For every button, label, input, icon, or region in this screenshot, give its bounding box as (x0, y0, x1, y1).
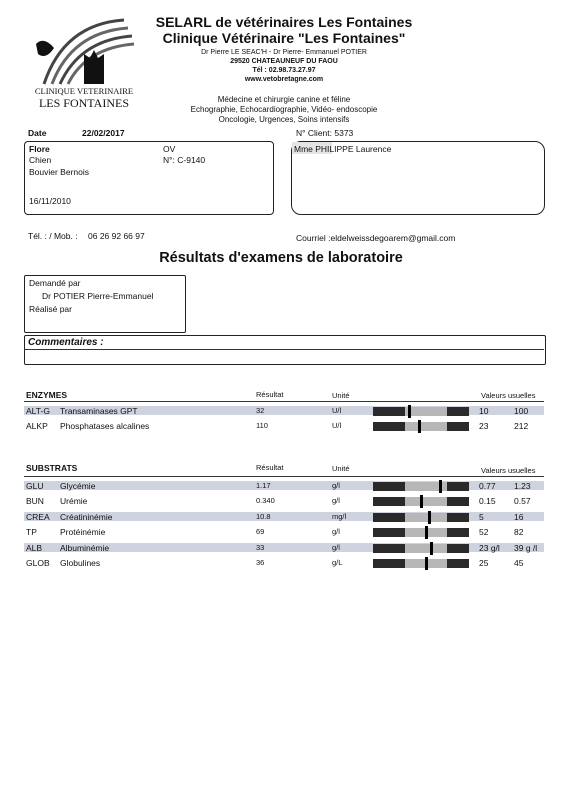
patient-breed: Bouvier Bernois (29, 167, 90, 177)
result-row (24, 419, 544, 432)
gauge-low-zone (373, 513, 405, 522)
test-code: ALB (26, 542, 43, 553)
gauge-marker (425, 526, 428, 539)
reference-min: 10 (479, 406, 489, 416)
gauge-low-zone (373, 559, 405, 568)
reference-min: 0.15 (479, 496, 496, 507)
reference-max: 212 (514, 421, 529, 432)
gauge-high-zone (447, 528, 469, 537)
range-gauge (373, 513, 469, 522)
gauge-high-zone (447, 407, 469, 416)
clinic-phone: Tél : 02.98.73.27.97 (252, 67, 316, 74)
substrats-title: SUBSTRATS (26, 463, 78, 473)
test-code: GLOB (26, 558, 50, 568)
owner-name: Mme PHILIPPE Laurence (294, 144, 392, 154)
requested-by: Dr POTIER Pierre-Emmanuel (42, 291, 154, 301)
test-code: GLU (26, 481, 44, 491)
reference-max: 16 (514, 511, 524, 522)
range-gauge (373, 544, 469, 553)
enzymes-divider (24, 401, 544, 402)
test-name: Urémie (60, 496, 88, 507)
test-code: TP (26, 527, 37, 538)
test-result: 1.17 (256, 481, 271, 490)
gauge-high-zone (447, 513, 469, 522)
test-unit: g/l (332, 496, 340, 506)
logo-line1: CLINIQUE VETERINAIRE (34, 86, 134, 96)
gauge-marker (430, 542, 433, 555)
comments-divider (24, 349, 544, 350)
test-unit: U/l (332, 406, 342, 415)
report-title: Résultats d'examens de laboratoire (159, 250, 403, 266)
gauge-low-zone (373, 497, 405, 506)
result-row (24, 494, 544, 507)
client-number (296, 128, 353, 138)
enzymes-result-header: Résultat (256, 390, 284, 399)
test-unit: g/L (332, 558, 343, 567)
test-name: Globulines (60, 558, 101, 568)
gauge-marker (408, 405, 411, 418)
result-row (24, 479, 544, 492)
test-unit: U/l (332, 421, 342, 431)
test-result: 110 (256, 421, 268, 431)
reference-min: 52 (479, 527, 489, 538)
range-gauge (373, 559, 469, 568)
gauge-marker (420, 495, 423, 508)
client-value: 5373 (334, 128, 354, 138)
test-result: 36 (256, 558, 265, 567)
range-gauge (373, 422, 469, 431)
test-result: 32 (256, 406, 265, 415)
gauge-low-zone (373, 407, 405, 416)
enzymes-title: ENZYMES (26, 390, 68, 400)
result-row (24, 510, 544, 523)
test-name: Glycémie (60, 481, 96, 491)
gauge-marker (439, 480, 442, 493)
test-unit: g/l (332, 481, 340, 490)
substrats-ref-header: Valeurs usuelles (481, 466, 536, 475)
gauge-marker (425, 557, 428, 570)
gauge-high-zone (447, 559, 469, 568)
test-name: Protéinémie (60, 527, 106, 538)
gauge-marker (418, 420, 421, 433)
reference-min: 23 g/l (479, 542, 500, 553)
test-code: BUN (26, 496, 44, 507)
test-result: 0.340 (256, 496, 275, 506)
reference-max: 82 (514, 527, 524, 538)
reference-min: 0.77 (479, 481, 496, 491)
comments-label: Commentaires : (28, 337, 104, 348)
date-value: 22/02/2017 (82, 128, 125, 138)
test-code: ALKP (26, 421, 48, 432)
patient-birthdate: 16/11/2010 (29, 196, 71, 206)
gauge-low-zone (373, 528, 405, 537)
test-name: Créatininémie (60, 511, 113, 522)
reference-max: 0.57 (514, 496, 531, 507)
range-gauge (373, 528, 469, 537)
result-row (24, 404, 544, 417)
result-row (24, 525, 544, 538)
requested-label: Demandé par (29, 278, 81, 288)
clinic-logo (24, 14, 144, 110)
reference-max: 45 (514, 558, 524, 568)
client-label: N° Client: (296, 128, 332, 138)
substrats-divider (24, 476, 544, 477)
test-name: Albuminémie (60, 542, 110, 553)
date-label: Date (28, 128, 47, 138)
test-unit: g/l (332, 542, 340, 552)
reference-max: 100 (514, 406, 529, 416)
clinic-city: 29520 CHATEAUNEUF DU FAOU (230, 58, 338, 65)
patient-species: Chien (29, 155, 52, 165)
range-gauge (373, 407, 469, 416)
test-result: 10.8 (256, 511, 271, 521)
range-gauge (373, 497, 469, 506)
test-unit: mg/l (332, 511, 347, 521)
gauge-low-zone (373, 422, 405, 431)
clinic-doctors: Dr Pierre LE SEAC'H - Dr Pierre- Emmanuel POTIER (201, 49, 367, 56)
enzymes-unit-header: Unité (332, 391, 350, 400)
test-name: Phosphatases alcalines (60, 421, 150, 432)
done-label: Réalisé par (29, 304, 72, 314)
reference-max: 39 g /l (514, 542, 538, 553)
patient-name: Flore (29, 144, 50, 154)
substrats-unit-header: Unité (332, 464, 350, 473)
range-gauge (373, 482, 469, 491)
clinic-service-3: Oncologie, Urgences, Soins intensifs (218, 115, 350, 124)
email-line (296, 233, 455, 243)
test-code: ALT-G (26, 406, 50, 416)
clinic-subtitle: Clinique Vétérinaire "Les Fontaines" (162, 30, 406, 46)
test-unit: g/l (332, 527, 340, 537)
gauge-marker (428, 511, 431, 524)
test-result: 33 (256, 542, 265, 552)
gauge-high-zone (447, 497, 469, 506)
enzymes-ref-header: Valeurs usuelles (481, 391, 536, 400)
phone-value: 06 26 92 66 97 (88, 231, 145, 241)
test-result: 69 (256, 527, 265, 537)
reference-min: 23 (479, 421, 489, 432)
clinic-title: SELARL de vétérinaires Les Fontaines (155, 14, 413, 30)
clinic-service-2: Echographie, Echocardiographie, Vidéo- endoscopie (190, 105, 378, 114)
reference-min: 5 (479, 511, 484, 522)
phone-label: Tél. : / Mob. : (28, 231, 78, 241)
email-label: Courriel : (296, 233, 331, 243)
patient-code: OV (163, 144, 176, 154)
email-value: eldelweissdegoarem@gmail.com (330, 233, 456, 243)
substrats-result-header: Résultat (256, 463, 284, 472)
clinic-website: www.vetobretagne.com (244, 76, 324, 83)
gauge-high-zone (447, 422, 469, 431)
gauge-low-zone (373, 482, 405, 491)
reference-min: 25 (479, 558, 489, 568)
gauge-low-zone (373, 544, 405, 553)
clinic-service-1: Médecine et chirurgie canine et féline (217, 95, 351, 104)
logo-line2: LES FONTAINES (38, 96, 130, 110)
result-row (24, 556, 544, 569)
gauge-high-zone (447, 482, 469, 491)
test-code: CREA (26, 511, 50, 522)
patient-id: N°: C-9140 (163, 155, 206, 165)
gauge-high-zone (447, 544, 469, 553)
result-row (24, 541, 544, 554)
reference-max: 1.23 (514, 481, 531, 491)
test-name: Transaminases GPT (60, 406, 138, 416)
